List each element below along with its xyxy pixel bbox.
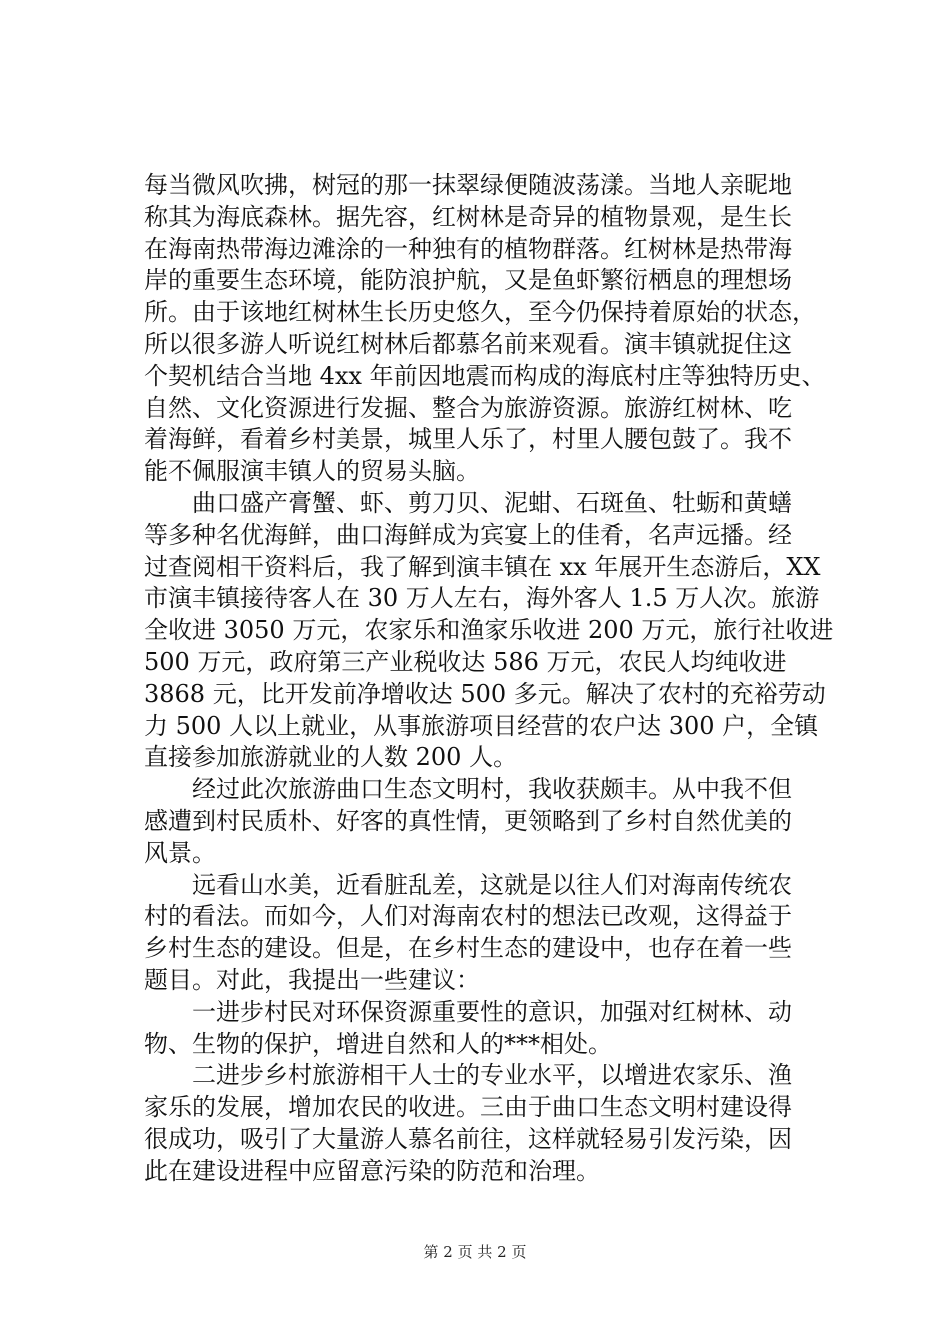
text-line: 很成功，吸引了大量游人慕名前往，这样就轻易引发污染，因: [144, 1124, 792, 1153]
text-line: 物、生物的保护，增进自然和人的***相处。: [144, 1029, 612, 1058]
text-line: 曲口盛产膏蟹、虾、剪刀贝、泥蚶、石斑鱼、牡蛎和黄蟮: [144, 488, 792, 517]
text-line: 感遭到村民质朴、好客的真性情，更领略到了乡村自然优美的: [144, 806, 792, 835]
text-line: 能不佩服演丰镇人的贸易头脑。: [144, 457, 480, 486]
text-line: 此在建设进程中应留意污染的防范和治理。: [144, 1156, 600, 1185]
text-line: 自然、文化资源进行发掘、整合为旅游资源。旅游红树林、吃: [144, 393, 792, 422]
text-line: 家乐的发展，增加农民的收进。三由于曲口生态文明村建设得: [144, 1093, 792, 1122]
text-line: 等多种名优海鲜，曲口海鲜成为宾宴上的佳肴，名声远播。经: [144, 520, 792, 549]
text-line: 过查阅相干资料后，我了解到演丰镇在 xx 年展开生态游后，XX: [144, 552, 821, 581]
text-line: 称其为海底森林。据先容，红树林是奇异的植物景观，是生长: [144, 202, 792, 231]
text-line: 村的看法。而如今，人们对海南农村的想法已改观，这得益于: [144, 902, 792, 931]
text-line: 在海南热带海边滩涂的一种独有的植物群落。红树林是热带海: [144, 234, 792, 263]
text-line: 乡村生态的建设。但是，在乡村生态的建设中，也存在着一些: [144, 934, 792, 963]
text-line: 题目。对此，我提出一些建议：: [144, 965, 480, 994]
text-line: 个契机结合当地 4xx 年前因地震而构成的海底村庄等独特历史、: [144, 361, 826, 390]
text-line: 远看山水美，近看脏乱差，这就是以往人们对海南传统农: [144, 870, 792, 899]
text-line: 经过此次旅游曲口生态文明村，我收获颇丰。从中我不但: [144, 775, 792, 804]
page-number-footer: 第 2 页 共 2 页: [423, 1243, 527, 1261]
text-line: 力 500 人以上就业，从事旅游项目经营的农户达 300 户，全镇: [144, 711, 819, 740]
text-line: 市演丰镇接待客人在 30 万人左右，海外客人 1.5 万人次。旅游: [144, 584, 820, 613]
text-line: 风景。: [144, 838, 216, 867]
text-line: 一进步村民对环保资源重要性的意识，加强对红树林、动: [144, 997, 792, 1026]
text-line: 3868 元，比开发前净增收达 500 多元。解决了农村的充裕劳动: [144, 679, 826, 708]
body-text: [144, 170, 834, 1188]
text-line: 直接参加旅游就业的人数 200 人。: [144, 743, 518, 772]
text-line: 全收进 3050 万元，农家乐和渔家乐收进 200 万元，旅行社收进: [144, 616, 834, 645]
text-line: 二进步乡村旅游相干人士的专业水平，以增进农家乐、渔: [144, 1061, 792, 1090]
text-line: 500 万元，政府第三产业税收达 586 万元，农民人均纯收进: [144, 647, 787, 676]
text-line: 所。由于该地红树林生长历史悠久，至今仍保持着原始的状态，: [144, 298, 816, 327]
text-line: 所以很多游人听说红树林后都慕名前来观看。演丰镇就捉住这: [144, 329, 792, 358]
text-line: 每当微风吹拂，树冠的那一抹翠绿便随波荡漾。当地人亲昵地: [144, 171, 792, 199]
text-line: 着海鲜，看着乡村美景，城里人乐了，村里人腰包鼓了。我不: [144, 425, 792, 454]
text-line: 岸的重要生态环境，能防浪护航，又是鱼虾繁衍栖息的理想场: [144, 266, 792, 295]
